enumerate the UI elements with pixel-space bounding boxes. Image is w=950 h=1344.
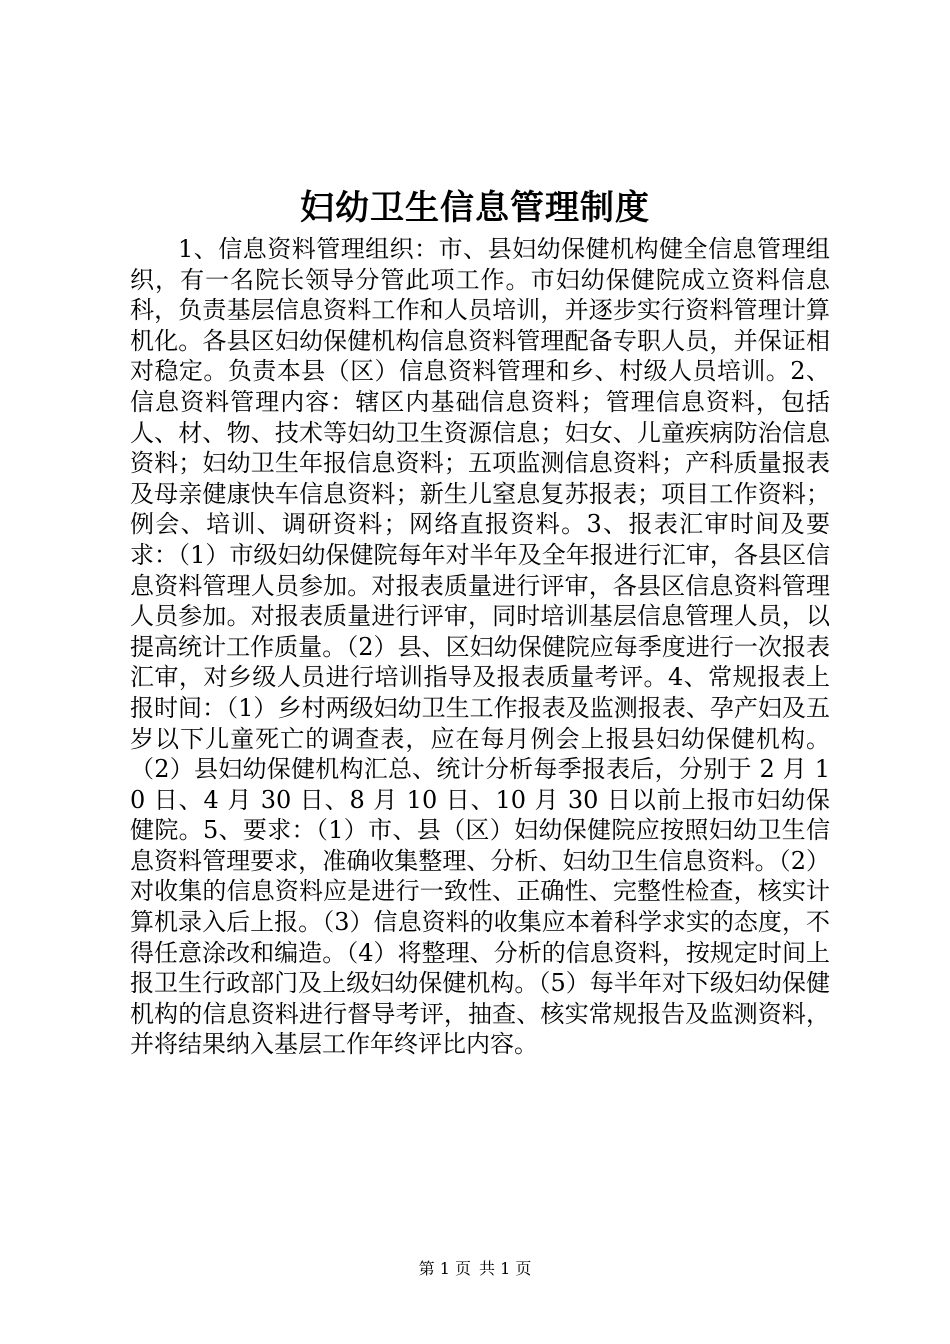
page-footer (0, 1258, 950, 1280)
page-number: 第 1 页 (418, 1259, 471, 1278)
page-total: 共 1 页 (479, 1259, 532, 1278)
document-body (130, 234, 830, 1060)
body-text: 1、信息资料管理组织：市、县妇幼保健机构健全信息管理组织，有一名院长领导分管此项工作。市妇幼保健院成立资料信息科，负责基层信息资料工作和人员培训，并逐步实行资料管理计算机化。各县区妇幼保健机构信息资料管理配备专职人员，并保证相对稳定。负责本县（区）信息资料管理和乡、村级人员培训。2、信息资料管理内容：辖区内基础信息资料；管理信息资料，包括人、材、物、技术等妇幼卫生资源信息；妇女、儿童疾病防治信息资料；妇幼卫生年报信息资料；五项监测信息资料；产科质量报表及母亲健康快车信息资料；新生儿窒息复苏报表；项目工作资料；例会、培训、调研资料；网络直报资料。3、报表汇审时间及要求：（1）市级妇幼保健院每年对半年及全年报进行汇审，各县区信息资料管理人员参加。对报表质量进行评审，各县区信息资料管理人员参加。对报表质量进行评审，同时培训基层信息管理人员，以提高统计工作质量。（2）县、区妇幼保健院应每季度进行一次报表汇审，对乡级人员进行培训指导及报表质量考评。4、常规报表上报时间：（1）乡村两级妇幼卫生工作报表及监测报表、孕产妇及五岁以下儿童死亡的调查表，应在每月例会上报县妇幼保健机构。（2）县妇幼保健机构汇总、统计分析每季报表后，分别于 2 月 10 日、4 月 30 日、8 月 10 日、10 月 30 日以前上报市妇幼保健院。5、要求：（1）市、县（区）妇幼保健院应按照妇幼卫生信息资料管理要求，准确收集整理、分析、妇幼卫生信息资料。（2）对收集的信息资料应是进行一致性、正确性、完整性检查，核实计算机录入后上报。（3）信息资料的收集应本着科学求实的态度，不得任意涂改和编造。（4）将整理、分析的信息资料，按规定时间上报卫生行政部门及上级妇幼保健机构。（5）每半年对下级妇幼保健机构的信息资料进行督导考评，抽查、核实常规报告及监测资料，并将结果纳入基层工作年终评比内容。 (130, 235, 830, 1059)
document-title: 妇幼卫生信息管理制度 (300, 188, 650, 228)
